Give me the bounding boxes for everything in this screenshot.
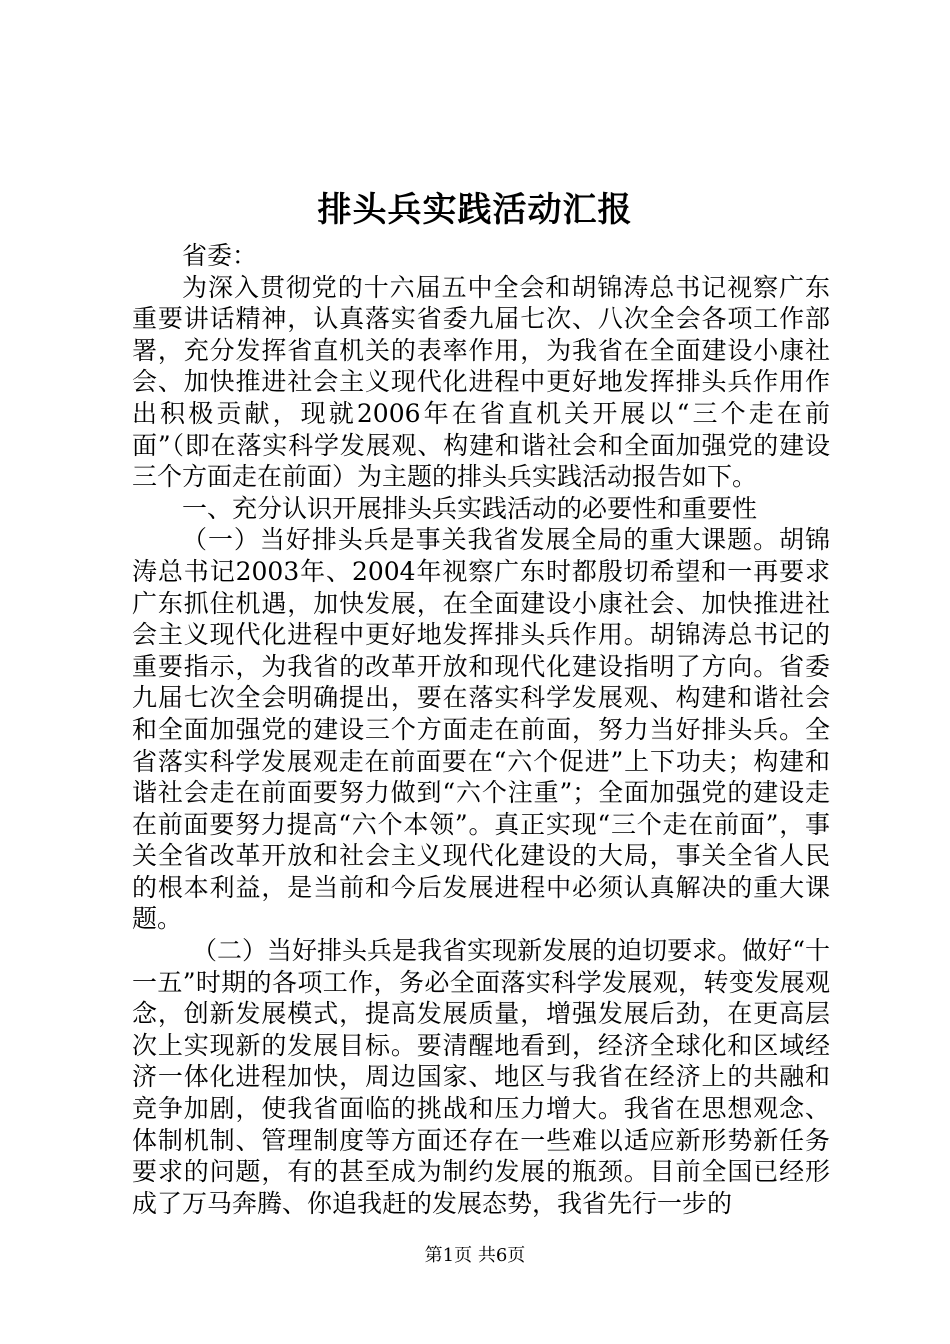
intro-paragraph: 为深入贯彻党的十六届五中全会和胡锦涛总书记视察广东重要讲话精神，认真落实省委九届七次、八次全会各项工作部署，充分发挥省直机关的表率作用，为我省在全面建设小康社会、加快推进社会主义现代化进程中更好地发挥排头兵作用作出积极贡献，现就2006年在省直机关开展以“三个走在前面”（即在落实科学发展观、构建和谐社会和全面加强党的建设三个方面走在前面）为主题的排头兵实践活动报告如下。 <box>132 272 830 492</box>
subsection-paragraph-1: （一）当好排头兵是事关我省发展全局的重大课题。胡锦涛总书记2003年、2004年视察广东时都殷切希望和一再要求广东抓住机遇，加快发展，在全面建设小康社会、加快推进社会主义现代化进程中更好地发挥排头兵作用。胡锦涛总书记的重要指示，为我省的改革开放和现代化建设指明了方向。省委九届七次全会明确提出，要在落实科学发展观、构建和谐社会和全面加强党的建设三个方面走在前面，努力当好排头兵。全省落实科学发展观走在前面要在“六个促进”上下功夫；构建和谐社会走在前面要努力做到“六个注重”；全面加强党的建设走在前面要努力提高“六个本领”。真正实现“三个走在前面”，事关全省改革开放和社会主义现代化建设的大局，事关全省人民的根本利益，是当前和今后发展进程中必须认真解决的重大课题。 <box>132 525 830 934</box>
section-heading: 一、充分认识开展排头兵实践活动的必要性和重要性 <box>182 493 758 523</box>
salutation: 省委： <box>182 241 258 270</box>
document-title: 排头兵实践活动汇报 <box>317 190 633 230</box>
page-footer: 第1页 共6页 <box>424 1245 526 1266</box>
subsection-paragraph-2: （二）当好排头兵是我省实现新发展的迫切要求。做好“十一五”时期的各项工作，务必全面落实科学发展观，转变发展观念，创新发展模式，提高发展质量，增强发展后劲，在更高层次上实现新的发展目标。要清醒地看到，经济全球化和区域经济一体化进程加快，周边国家、地区与我省在经济上的共融和竞争加剧，使我省面临的挑战和压力增大。我省在思想观念、体制机制、管理制度等方面还存在一些难以适应新形势新任务要求的问题，有的甚至成为制约发展的瓶颈。目前全国已经形成了万马奔腾、你追我赶的发展态势，我省先行一步的 <box>132 936 830 1218</box>
document-body <box>132 240 830 1219</box>
